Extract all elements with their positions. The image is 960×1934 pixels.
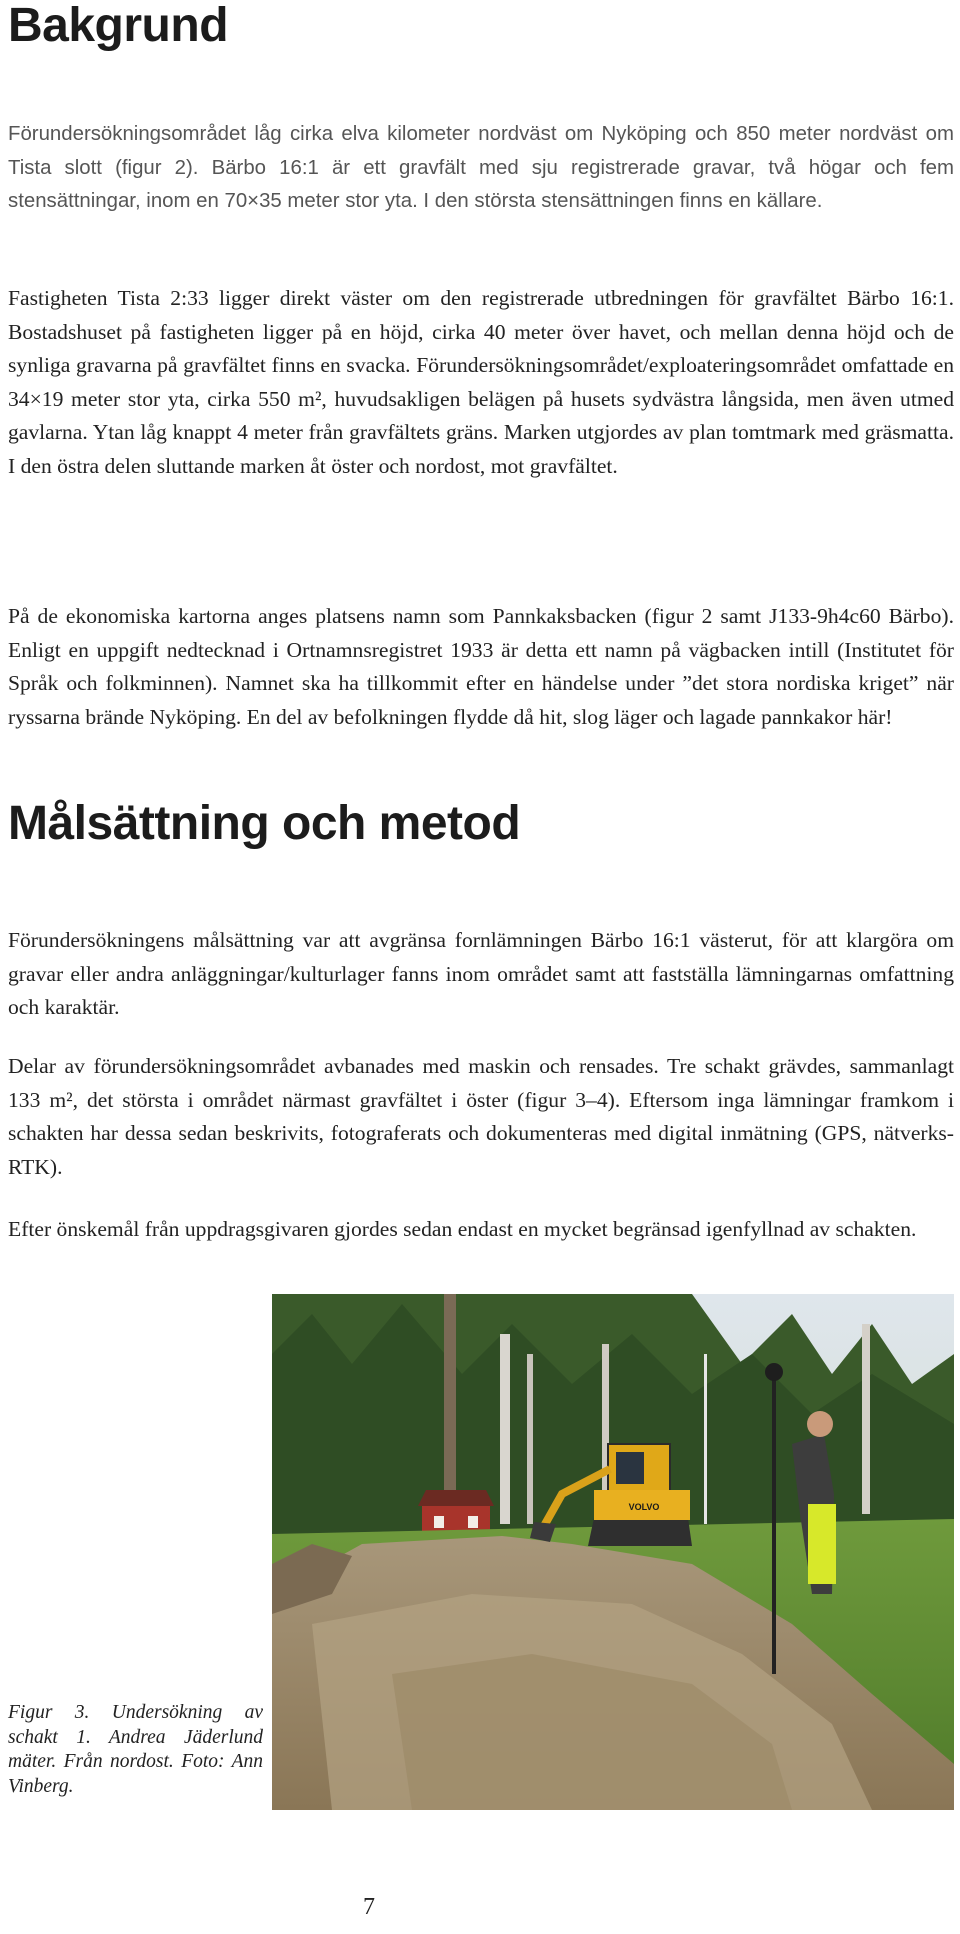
paragraph-metod-3: Efter önskemål från uppdragsgivaren gjordes sedan endast en mycket begränsad igenfyllnad av schakten. bbox=[8, 1217, 917, 1241]
paragraph-metod-2: Delar av förundersökningsområdet avbanades med maskin och rensades. Tre schakt grävdes, sammanlagt 133 m², det största i området närmast gravfältet i öster (figur 3–4). Eftersom inga lämningar framkom i schakten har dessa sedan beskrivits, fotograferats och dokumenteras med digital inmätning (GPS, nätverks-RTK). bbox=[8, 1054, 954, 1179]
paragraph-bakgrund-1: Förundersökningsområdet låg cirka elva kilometer nordväst om Nyköping och 850 meter nordväst om Tista slott (figur 2). Bärbo 16:1 är ett gravfält med sju registrerade gravar, två högar och fem stensättningar, inom en 70×35 meter stor yta. I den största stensättningen finns en källare. bbox=[8, 123, 954, 213]
paragraph-metod-1: Förundersökningens målsättning var att avgränsa fornlämningen Bärbo 16:1 västerut, för att klargöra om gravar eller andra anläggningar/kulturlager fanns inom området samt att fastställa lämningarnas omfattning och karaktär. bbox=[8, 928, 954, 1020]
paragraph-bakgrund-2: Fastigheten Tista 2:33 ligger direkt väster om den registrerade utbredningen för gravfältet Bärbo 16:1. Bostadshuset på fastigheten ligger på en höjd, cirka 40 meter över havet, och mellan denna höjd och de synliga gravarna på gravfältet finns en svacka. Förundersökningsområdet/exploateringsområdet omfattade en 34×19 meter stor yta, cirka 550 m², huvudsakligen belägen på husets sydvästra långsida, men även utmed gavlarna. Ytan låg knappt 4 meter från gravfältets gräns. Marken utgjordes av plan tomtmark med gräsmatta. I den östra delen sluttande marken åt öster och nordost, mot gravfältet. bbox=[8, 286, 954, 478]
figure-caption: Figur 3. Undersökning av schakt 1. Andrea Jäderlund mäter. Från nordost. Foto: Ann Vinberg. bbox=[8, 1702, 263, 1797]
page-number: 7 bbox=[363, 1894, 375, 1920]
paragraph-bakgrund-3: På de ekonomiska kartorna anges platsens namn som Pannkaksbacken (figur 2 samt J133-9h4c60 Bärbo). Enligt en uppgift nedtecknad i Ortnamnsregistret 1933 är detta ett namn på vägbacken intill (Institutet för Språk och folkminnen). Namnet ska ha tillkommit efter en händelse under ”det stora nordiska kriget” när ryssarna brände Nyköping. En del av befolkningen flydde då hit, slog läger och lagade pannkakor här! bbox=[8, 604, 954, 729]
excavation-photo bbox=[272, 1294, 954, 1810]
section-heading-bakgrund: Bakgrund bbox=[8, 0, 229, 52]
section-heading-malsattning: Målsättning och metod bbox=[8, 797, 521, 850]
excavator-brand-label: VOLVO bbox=[628, 1502, 660, 1512]
